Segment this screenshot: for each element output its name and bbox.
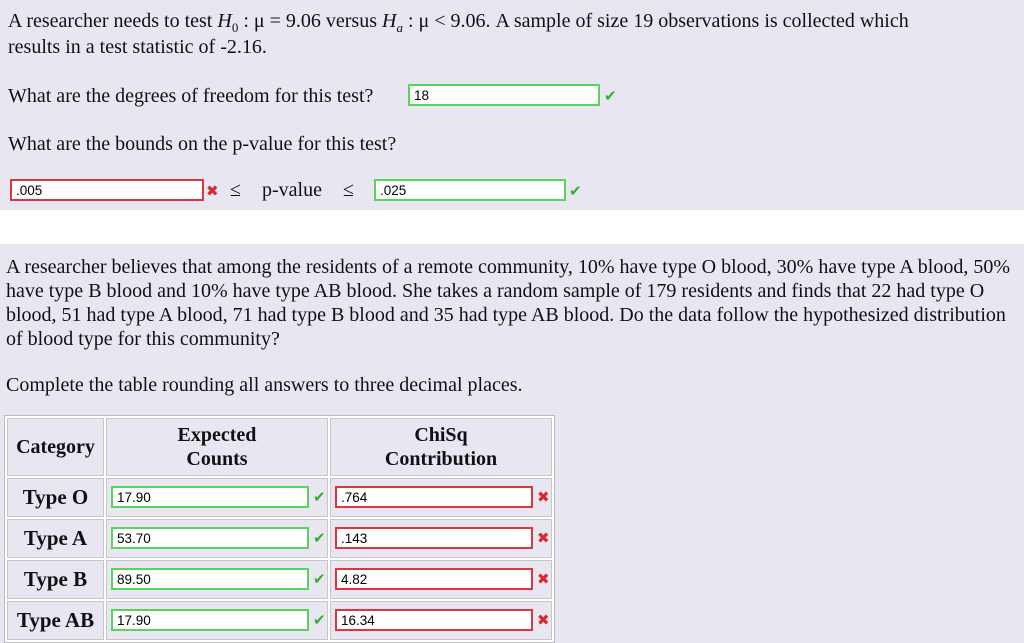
expected-cell [106,560,328,599]
expected-input[interactable]: 53.70 [111,527,309,549]
h0-subscript: 0 [231,20,239,35]
contribution-input[interactable]: 16.34 [335,609,533,631]
expected-cell [106,601,328,640]
less-equal-symbol: ≤ [343,179,354,201]
chi-square-table [4,415,555,643]
question-1-panel [0,0,1024,210]
table-row [7,478,552,517]
lower-bound-input[interactable]: .005 [10,179,204,201]
ha-subscript: a [396,20,403,35]
contribution-cell [330,478,552,517]
table-row [7,519,552,558]
category-header [7,418,104,476]
expected-header-line-2: Counts [186,448,248,470]
check-icon: ✔ [313,570,326,588]
chisq-header-line-1: ChiSq [414,424,468,446]
p-value-label: p-value [262,179,322,201]
ha-symbol: H [381,10,397,32]
upper-bound-input[interactable]: .025 [374,179,566,201]
q1-statement-line-2: results in a test statistic of -2.16. [8,36,267,58]
df-question: What are the degrees of freedom for this test? [8,85,374,107]
category-cell: Type O [7,478,104,517]
q2-paragraph: A researcher believes that among the residents of a remote community, 10% have type O blood, 30% have type A blood, 50% have type B blood and 10% have type AB blood. She takes a random sample of 179 residents and finds that 22 had type O blood, 51 had type A blood, 71 had type B blood and 35 had type AB blood. Do the data follow the hypothesized distribution of blood type for this community? [6,256,1010,350]
q2-instruction: Complete the table rounding all answers to three decimal places. [6,374,523,396]
cross-icon: ✖ [537,488,550,506]
check-icon: ✔ [569,182,582,200]
cross-icon: ✖ [537,529,550,547]
expected-cell [106,478,328,517]
contribution-cell [330,601,552,640]
expected-input[interactable]: 17.90 [111,486,309,508]
contribution-cell [330,560,552,599]
category-cell: Type B [7,560,104,599]
contribution-cell [330,519,552,558]
chisq-header-line-2: Contribution [384,448,498,470]
chisq-contribution-header [330,418,552,476]
cross-icon: ✖ [537,611,550,629]
category-cell: Type AB [7,601,104,640]
table-header-row [7,418,552,476]
h0-rest-text: : μ = 9.06 versus [238,10,382,32]
expected-input[interactable]: 17.90 [111,609,309,631]
bounds-question: What are the bounds on the p-value for this test? [8,133,397,155]
contribution-input[interactable]: 4.82 [335,568,533,590]
category-cell: Type A [7,519,104,558]
contribution-input[interactable]: .764 [335,486,533,508]
table-row [7,601,552,640]
expected-counts-header [106,418,328,476]
category-header-label: Category [16,436,95,458]
check-icon: ✔ [313,611,326,629]
check-icon: ✔ [313,529,326,547]
expected-cell [106,519,328,558]
table-row [7,560,552,599]
cross-icon: ✖ [206,182,219,200]
check-icon: ✔ [313,488,326,506]
expected-header-line-1: Expected [177,424,257,446]
h0-symbol: H [217,10,232,32]
ha-rest-text: : μ < 9.06. A sample of size 19 observations is collected which [402,10,909,32]
expected-input[interactable]: 89.50 [111,568,309,590]
less-equal-symbol: ≤ [230,179,241,201]
df-input[interactable]: 18 [408,84,600,106]
cross-icon: ✖ [537,570,550,588]
contribution-input[interactable]: .143 [335,527,533,549]
check-icon: ✔ [604,87,617,105]
q1-intro-text: A researcher needs to test [8,10,218,32]
